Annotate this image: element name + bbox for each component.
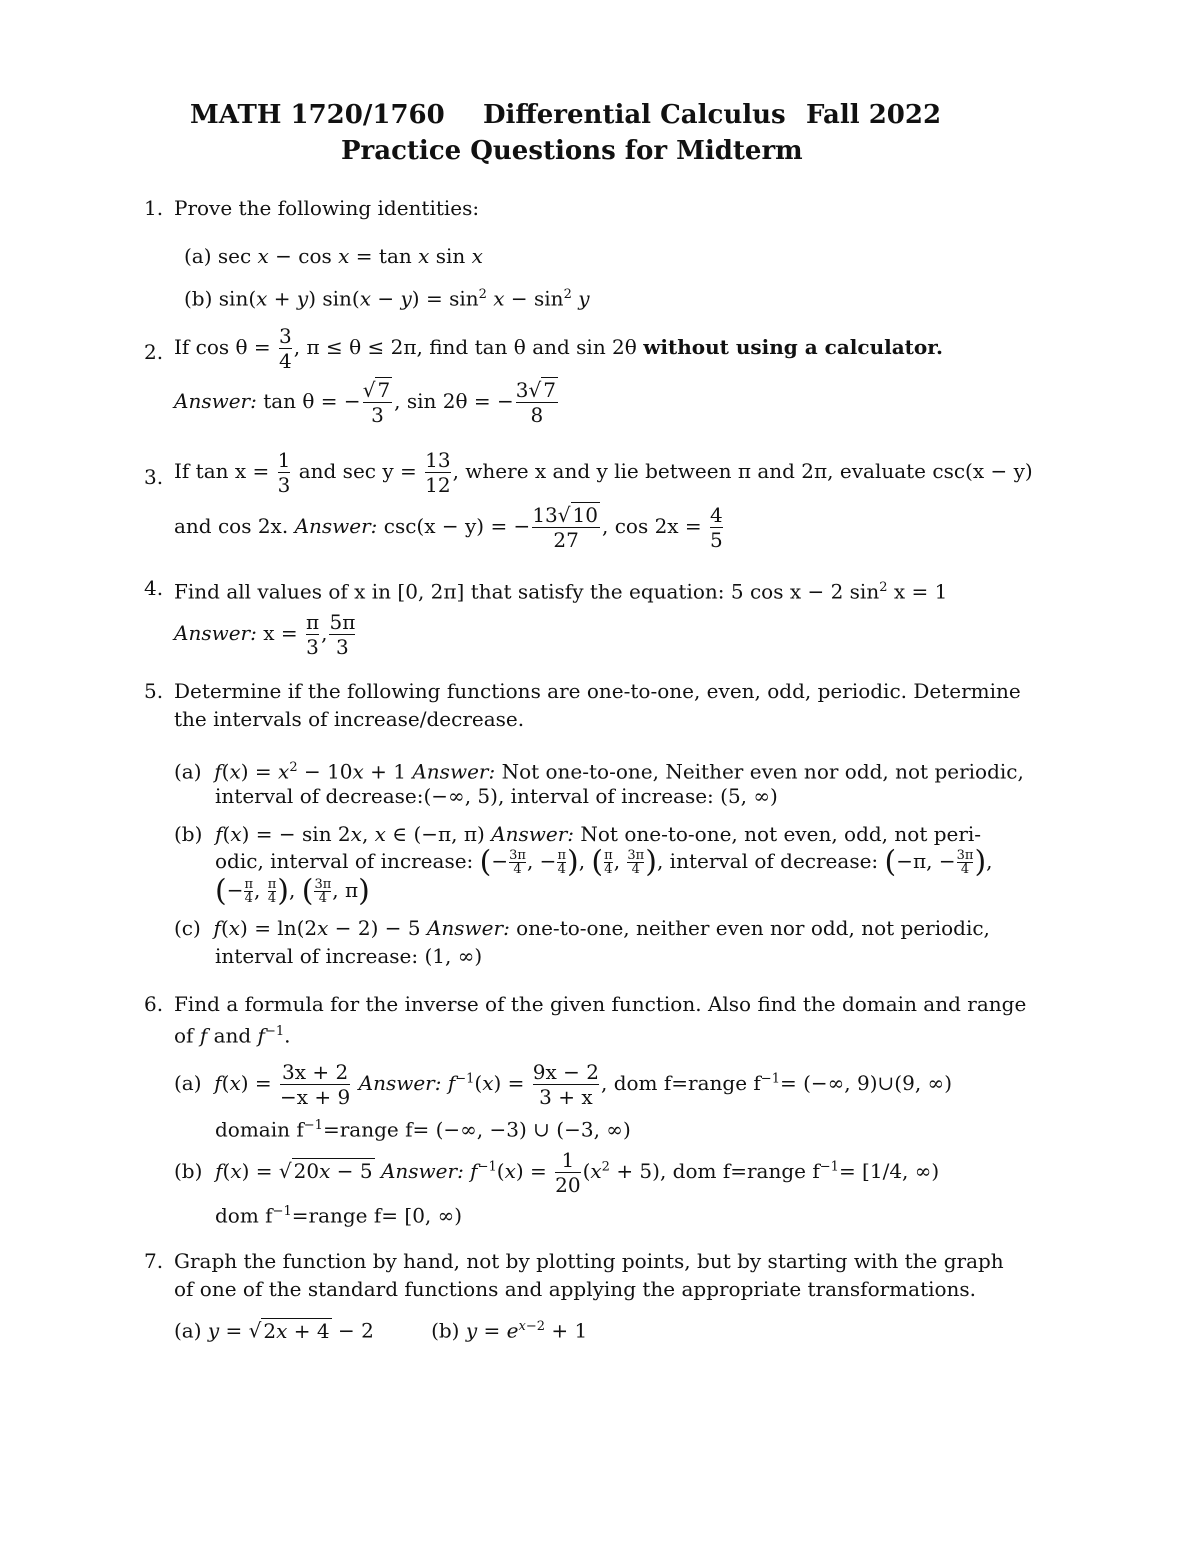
question-6b-line-2: dom $f^{-1}=range$ f= [0, ∞): [215, 1203, 463, 1228]
question-2-prompt: If cos θ = $\frac{3}{4}$ , π ≤ θ ≤ 2π, find tan θ and sin 2θ without using a calculator.: [174, 324, 943, 373]
fraction: $\frac{√ 7}{3}$: [362, 378, 391, 427]
course-subject: Differential Calculus: [483, 100, 786, 130]
answer-label: Answer:: [174, 621, 257, 645]
answer-label: Answer:: [380, 1159, 464, 1183]
fraction: $\frac{9x - 2}{3 + x}$: [532, 1060, 599, 1109]
question-1a: (a) sec x − cos x = tan x sin x: [184, 244, 483, 268]
question-5a-line-2: interval of decrease:(−∞, 5), interval of increase: (5, ∞): [215, 784, 778, 808]
question-5a: (a) $f(x) = x^2 - 10x + 1$ Answer: Not one-to-one, Neither even nor odd, not periodic,: [174, 759, 1024, 784]
course-term: Fall 2022: [806, 100, 942, 130]
answer-label: Answer:: [358, 1071, 442, 1095]
fraction: $\frac{5\pi}{3}$: [329, 610, 356, 659]
question-number-3: 3.: [144, 465, 164, 489]
fraction: $\frac{13}{12}$: [425, 448, 451, 497]
item-label: (a): [184, 244, 212, 268]
question-number-5: 5.: [144, 679, 164, 703]
question-number-4: 4.: [144, 576, 164, 600]
course-code: MATH 1720/1760: [190, 100, 445, 130]
question-3-prompt: If tan x = $\frac{1}{3}$ and sec y = $\frac{13}{12}$ , where x and y lie between π and 2π, evaluate csc(x − y): [174, 448, 1033, 497]
question-number-2: 2.: [144, 340, 164, 364]
question-7-line-2: of one of the standard functions and applying the appropriate transformations.: [174, 1277, 977, 1301]
question-4-prompt: Find all values of x in [0, 2π] that satisfy the equation: 5 cos x − 2 $\sin^2 x = 1$: [174, 579, 948, 604]
answer-label: Answer:: [491, 822, 575, 846]
fraction: $\frac{13√ 10}{27}$: [532, 503, 598, 552]
question-6a: (a) f(x) = $\frac{3x + 2}{-x + 9}$ Answer: $f^{-1}(x)$ = $\frac{9x - 2}{3 + x}$ , dom f=range $f^{-1}=$ (−∞, 9)∪(9, ∞): [174, 1060, 953, 1109]
fraction: $\frac{\pi}{3}$: [305, 610, 320, 659]
question-5-line-2: the intervals of increase/decrease.: [174, 707, 525, 731]
page-title: Practice Questions for Midterm: [341, 136, 803, 166]
question-5b: (b) f(x) = − sin 2x, x ∈ (−π, π) Answer: Not one-to-one, not even, odd, not peri-: [174, 822, 982, 846]
question-5b-line-3: (− $\frac{\pi}{4}$ , $\frac{\pi}{4}$ ), ( $\frac{3\pi}{4}$ , π): [215, 873, 370, 909]
question-1-prompt: Prove the following identities:: [174, 196, 480, 220]
q2-text-if: If cos θ =: [174, 335, 271, 359]
question-5b-line-2: odic, interval of increase: (− $\frac{3\pi}{4}$ , − $\frac{\pi}{4}$ ), ( $\frac{\pi}{4}$ , $\frac{3\pi}{4}$ ), interval of decrease: (−π, − $\frac{3\pi}{4}$ ),: [215, 844, 993, 880]
answer-label: Answer:: [294, 514, 378, 538]
fraction: $\frac{1}{3}$: [277, 448, 291, 497]
question-6-line-2: of f and $f^{-1}$.: [174, 1023, 291, 1048]
q2-condition: , π ≤ θ ≤ 2π, find tan θ and sin 2θ: [293, 335, 637, 359]
question-1b: (b) sin(x + y) $\sin(x - y) = \sin^2 x - \sin^2 y$: [184, 286, 590, 311]
answer-label: Answer:: [174, 389, 257, 413]
question-6-line-1: Find a formula for the inverse of the given function. Also find the domain and range: [174, 992, 1027, 1016]
question-7-line-1: Graph the function by hand, not by plotting points, but by starting with the graph: [174, 1249, 1004, 1273]
question-2-answer: Answer: tan θ = − $\frac{√ 7}{3}$ , sin 2θ = − $\frac{3√ 7}{8}$: [174, 378, 556, 427]
question-5c: (c) f(x) = ln(2x − 2) − 5 Answer: one-to-one, neither even nor odd, not periodic,: [174, 916, 990, 940]
question-number-7: 7.: [144, 1249, 164, 1273]
answer-label: Answer:: [426, 916, 510, 940]
fraction: $\frac{3}{4}$: [279, 324, 292, 373]
question-3-answer: and cos 2x. Answer: csc(x − y) = − $\frac{13√ 10}{27}$ , cos 2x = $\frac{4}{5}$: [174, 503, 723, 552]
fraction: $\frac{3x + 2}{-x + 9}$: [280, 1060, 351, 1109]
question-6b: (b) f(x) = √ 20x − 5 Answer: $f^{-1}(x)$ = $\frac{1}{20}$ $(x^2 + 5)$, dom f=range $f^{-1}= [1/4$, ∞): [174, 1148, 940, 1197]
question-5-line-1: Determine if the following functions are one-to-one, even, odd, periodic. Determine: [174, 679, 1021, 703]
question-4-answer: Answer: x = $\frac{\pi}{3}$ , $\frac{5\pi}{3}$: [174, 610, 356, 659]
item-label: (b): [184, 286, 213, 311]
question-7-items: (a) y = √ 2x + 4 − 2 (b) $y = e^{x-2} + 1$: [174, 1318, 588, 1343]
question-number-6: 6.: [144, 992, 164, 1016]
emphasis-text: without using a calculator: [643, 335, 936, 359]
fraction: $\frac{4}{5}$: [710, 503, 723, 552]
question-5c-line-2: interval of increase: (1, ∞): [215, 944, 483, 968]
fraction: $\frac{1}{20}$: [555, 1148, 581, 1197]
answer-label: Answer:: [412, 759, 496, 784]
question-number-1: 1.: [144, 196, 164, 220]
question-6a-line-2: domain $f^{-1}=range$ f= (−∞, −3) ∪ (−3, ∞): [215, 1117, 631, 1142]
fraction: $\frac{3√ 7}{8}$: [515, 378, 556, 427]
